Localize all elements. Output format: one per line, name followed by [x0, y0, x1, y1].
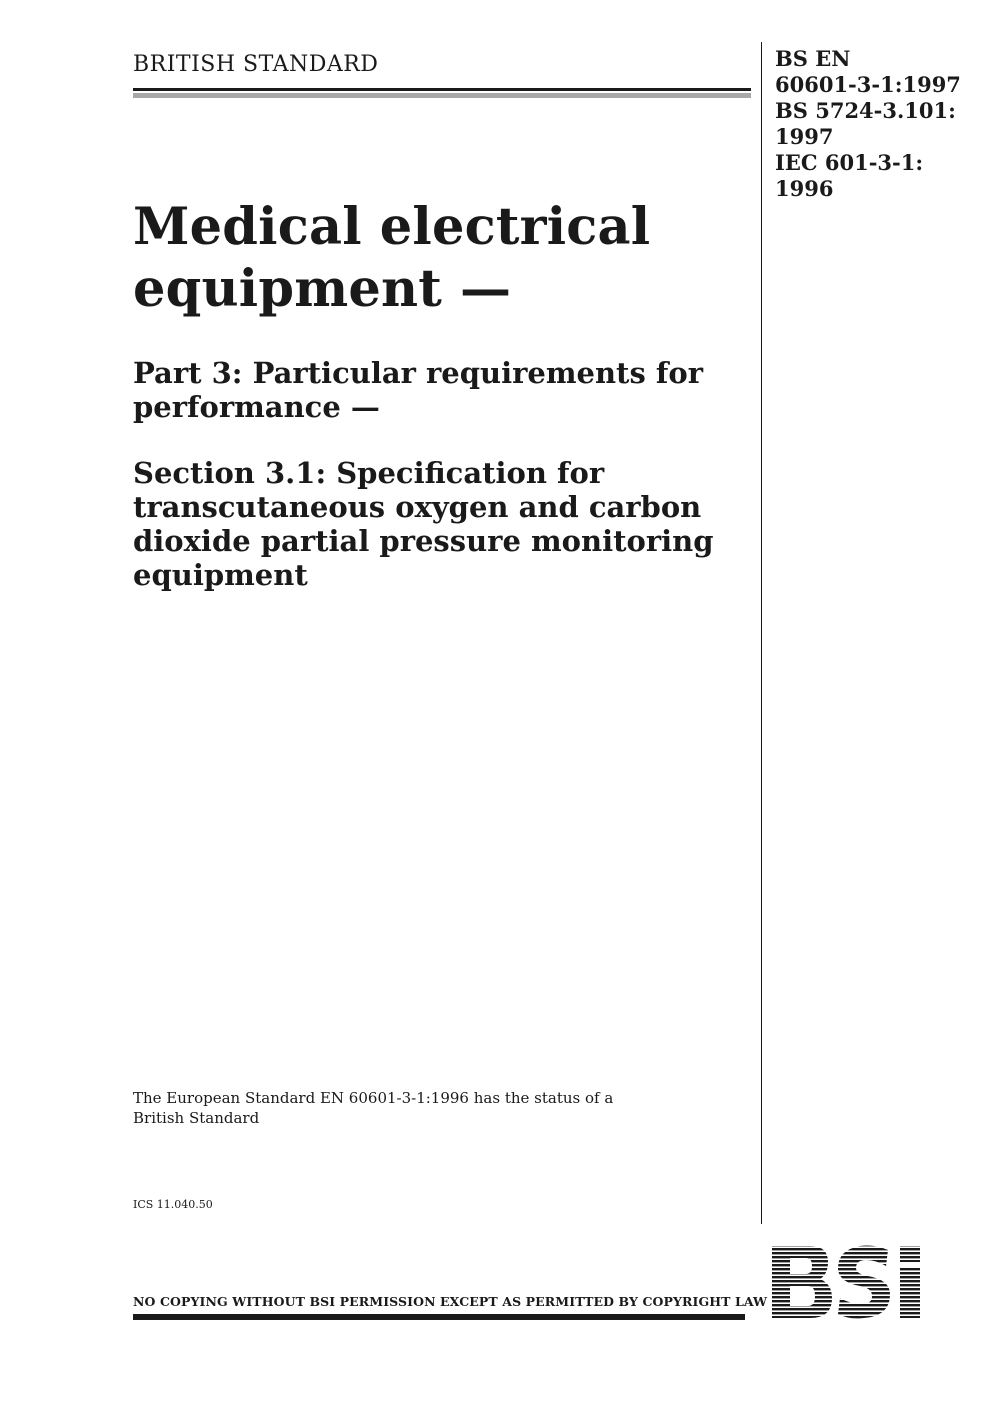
header-label: BRITISH STANDARD — [133, 52, 379, 77]
section-line: transcutaneous oxygen and carbon — [133, 490, 702, 524]
ics-code: ICS 11.040.50 — [133, 1198, 213, 1211]
header-rule-thick — [133, 88, 751, 91]
header-rule-gray — [133, 93, 751, 98]
bsi-logo-icon — [770, 1244, 946, 1320]
status-statement — [133, 1088, 693, 1128]
standard-number-line: 1996 — [775, 176, 834, 201]
section-line: equipment — [133, 558, 308, 592]
title-line: equipment — — [133, 259, 512, 319]
copyright-notice: NO COPYING WITHOUT BSI PERMISSION EXCEPT AS PERMITTED BY COPYRIGHT LAW — [133, 1294, 768, 1309]
standard-numbers — [775, 46, 961, 202]
section-line: dioxide partial pressure monitoring — [133, 524, 714, 558]
standard-number-line: 60601-3-1:1997 — [775, 72, 961, 97]
status-line: The European Standard EN 60601-3-1:1996 has the status of a — [133, 1089, 614, 1107]
standard-number-line: BS 5724-3.101: — [775, 98, 956, 123]
part-heading — [133, 356, 743, 424]
standard-number-line: IEC 601-3-1: — [775, 150, 924, 175]
section-line: Section 3.1: Specification for — [133, 456, 605, 490]
footer-rule — [133, 1314, 745, 1320]
standard-number-line: 1997 — [775, 124, 834, 149]
part-line: Part 3: Particular requirements for — [133, 356, 703, 390]
status-line: British Standard — [133, 1109, 260, 1127]
section-heading — [133, 456, 743, 592]
document-title — [133, 196, 743, 320]
part-line: performance — — [133, 390, 380, 424]
title-line: Medical electrical — [133, 197, 651, 257]
standard-number-line: BS EN — [775, 46, 851, 71]
column-divider — [761, 42, 762, 1224]
